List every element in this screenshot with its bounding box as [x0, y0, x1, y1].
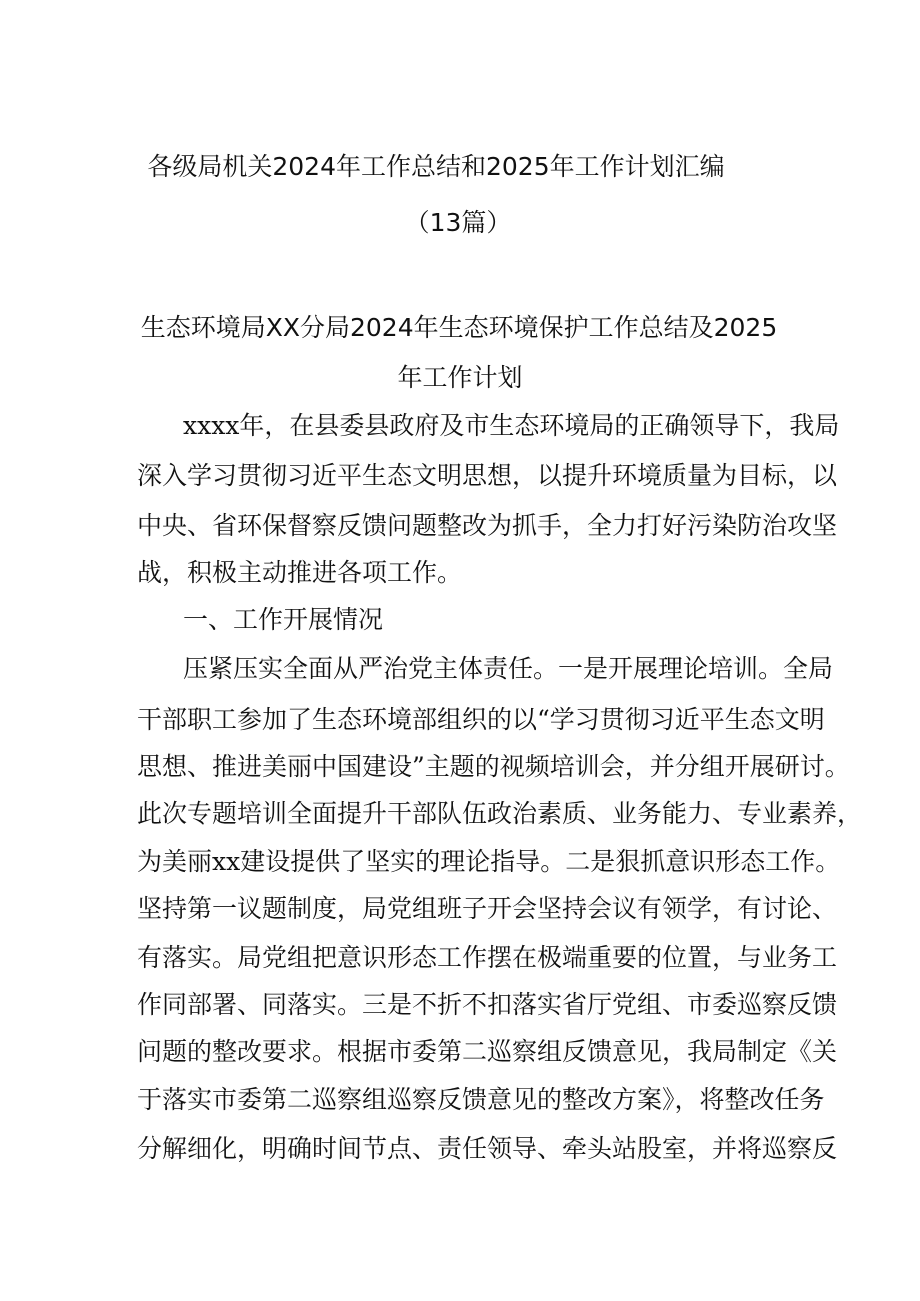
section-heading: 一、工作开展情况: [183, 605, 384, 634]
article-count: （13篇）: [404, 208, 512, 237]
paragraph-line: 分解细化，明确时间节点、责任领导、牵头站股室，并将巡察反: [137, 1134, 838, 1163]
paragraph-line: 战，积极主动推进各项工作。: [137, 558, 463, 587]
paragraph-line: xxxx年，在县委县政府及市生态环境局的正确领导下，我局: [183, 411, 840, 440]
paragraph-line: 深入学习贯彻习近平生态文明思想，以提升环境质量为目标，以: [137, 461, 838, 490]
paragraph-line: 思想、推进美丽中国建设”主题的视频培训会，并分组开展研讨。: [137, 752, 850, 781]
paragraph-line: 此次专题培训全面提升干部队伍政治素质、业务能力、专业素养，: [137, 799, 863, 828]
paragraph-line: 为美丽xx建设提供了坚实的理论指导。二是狠抓意识形态工作。: [137, 847, 841, 876]
main-title: 各级局机关2024年工作总结和2025年工作计划汇编: [147, 152, 725, 181]
paragraph-line: 坚持第一议题制度，局党组班子开会坚持会议有领学，有讨论、: [137, 894, 838, 923]
paragraph-line: 问题的整改要求。根据市委第二巡察组反馈意见，我局制定《关: [137, 1037, 838, 1066]
paragraph-line: 中央、省环保督察反馈问题整改为抓手，全力打好污染防治攻坚: [137, 511, 838, 540]
paragraph-line: 有落实。局党组把意识形态工作摆在极端重要的位置，与业务工: [137, 943, 838, 972]
section-title-line-1: 生态环境局XX分局2024年生态环境保护工作总结及2025: [140, 313, 778, 342]
paragraph-line: 干部职工参加了生态环境部组织的以“学习贯彻习近平生态文明: [137, 705, 825, 734]
section-title-line-2: 年工作计划: [397, 363, 523, 392]
paragraph-line: 压紧压实全面从严治党主体责任。一是开展理论培训。全局: [183, 654, 834, 683]
paragraph-line: 于落实市委第二巡察组巡察反馈意见的整改方案》，将整改任务: [137, 1085, 825, 1114]
paragraph-line: 作同部署、同落实。三是不折不扣落实省厅党组、市委巡察反馈: [137, 990, 838, 1019]
